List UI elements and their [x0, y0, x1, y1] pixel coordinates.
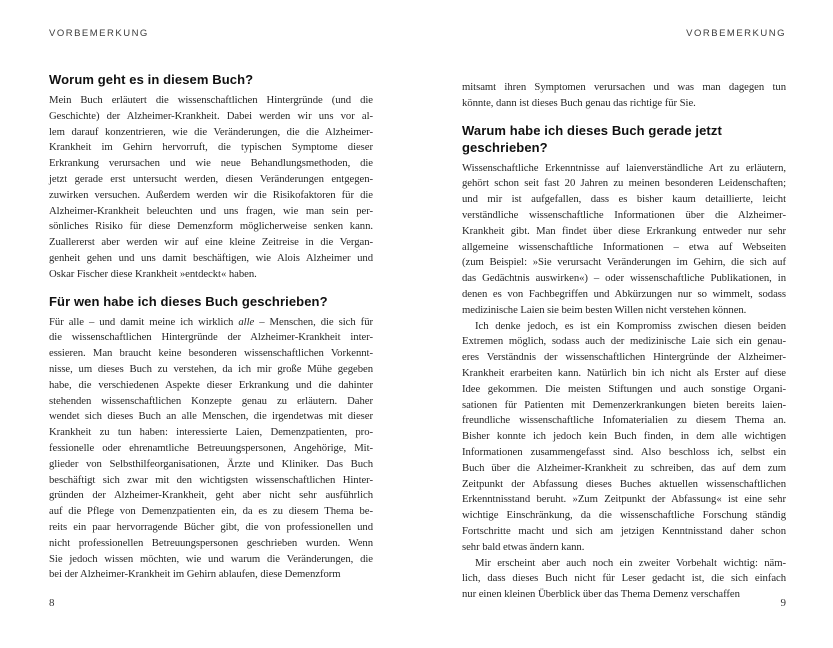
body-line: Krankheit im Gehirn hervorruft, die typischen Symptome dieser: [49, 141, 373, 154]
body-line: nur einen kleinen Überblick über das Thema Demenz verschaffen: [462, 588, 740, 601]
text-run: Für alle – und damit meine ich wirklich: [49, 315, 239, 328]
body-line: sehr bald etwas ändern kann.: [462, 540, 585, 553]
body-line: Krankheit zu tun haben: interessierte Laien, Demenzpatienten, pro-: [49, 426, 373, 439]
body-line: glieder von Selbsthilfeorganisationen, Ärzte und Kliniker. Das Buch: [49, 457, 373, 470]
italic-text-run: alle: [238, 315, 255, 328]
body-line: Erkrankung verursachen und wie neue Behandlungsmethoden, die: [49, 157, 373, 170]
body-paragraph: [462, 80, 786, 112]
body-line: Wissenschaftliche Erkenntnisse auf laienverständliche Art zu erläutern,: [462, 161, 786, 174]
page-right-content: [462, 80, 786, 603]
body-paragraph: [49, 93, 373, 283]
body-line: und mir ist aufgefallen, dass es bisher kaum detaillierte, leicht: [462, 193, 786, 206]
body-line: gehört schon seit fast 20 Jahren zu meinen besonderen Leidenschaften;: [462, 177, 786, 190]
page-left-content: [49, 71, 373, 583]
body-line: allgemeine wissenschaftliche Informationen – etwa auf Webseiten: [462, 240, 786, 253]
body-line: gründen der Alzheimer-Krankheit, geht aber nicht sehr ausführlich: [49, 489, 373, 502]
body-line: Buch über die Alzheimer-Krankheit zu schreiben, das auf dem zum: [462, 461, 786, 474]
body-line: Mein Buch erläutert die wissenschaftlichen Hintergründe (und die: [49, 94, 373, 106]
page-number-left: 8: [49, 597, 55, 609]
body-line: Alzheimer-Krankheit beleuchten und uns fragen, wie man sein per-: [49, 204, 373, 217]
section-heading: Warum habe ich dieses Buch gerade jetzt geschrieben?: [462, 122, 722, 155]
body-line: zuwirken versuchen. Außerdem werden wir die Risikofaktoren für die: [49, 188, 373, 201]
section-heading: Worum geht es in diesem Buch?: [49, 72, 254, 87]
body-paragraph: [49, 315, 373, 584]
body-line: Zeitpunkt der Abfassung dieses Buches aktuellen wissenschaftlichen: [462, 477, 786, 490]
body-line: medizinische Laien sie beim besten Willen nicht verstehen können.: [462, 303, 747, 316]
body-line: bei der Alzheimer-Krankheit im Gehirn ablaufen, diese Demenzform: [49, 568, 341, 581]
body-line: lem darauf konzentrieren, wie die Veränderungen, die die Alzheimer-: [49, 125, 373, 138]
body-line: Idee gekommen. Die meisten Stiftungen und auch sonstige Organi-: [462, 382, 786, 395]
body-line: wichtige Einschränkung, da die wissenschaftliche Forschung ständig: [462, 509, 786, 522]
body-line: Krankheit gibt. Man findet über diese Erkrankung entweder nur sehr: [462, 224, 786, 237]
body-line: eres Verständnis der wissenschaftlichen Hintergründe der Alzheimer-: [462, 351, 786, 364]
body-line: Bisher konnte ich jedoch kein Buch finden, in dem alle wichtigen: [462, 430, 786, 443]
body-line: Extremen möglich, sodass auch der medizinische Laie sich ein genau-: [462, 335, 786, 348]
body-line: wendet sich dieses Buch an alle Menschen, die irgendetwas mit dieser: [49, 410, 373, 423]
body-line: nisse, um dieses Buch zu verstehen, da ich mir große Mühe gegeben: [49, 362, 373, 375]
body-line: sationen für Patienten mit Demenzerkrankungen bieten bereits laien-: [462, 398, 786, 411]
body-paragraph: [462, 556, 786, 603]
body-line: lich, dass dieses Buch nicht für Leser gedacht ist, die sich einfach: [462, 572, 786, 585]
body-line: essieren. Man braucht keine besonderen wissenschaftlichen Vorkennt-: [49, 347, 373, 360]
body-line: sönliches Risiko für diese Demenzform möglicherweise senken kann.: [49, 220, 373, 233]
body-line: denen es von Fachbegriffen und Abkürzungen nur so wimmelt, sodass: [462, 287, 786, 300]
body-line: Informationen zusammengefasst sind. Also beschloss ich, selbst ein: [462, 445, 786, 458]
body-paragraph: [462, 319, 786, 556]
body-line: die wissenschaftlichen Hintergründe der Alzheimer-Krankheit inter-: [49, 331, 373, 344]
body-line: genheit gehen und uns damit beschäftigen, wie Alois Alzheimer und: [49, 251, 373, 264]
body-line: (zum Beispiel: »Sie verursacht Veränderungen im Gehirn, die sich auf: [462, 256, 786, 269]
body-line: Sie jedoch wissen möchten, wie und warum die Veränderungen, die: [49, 552, 373, 565]
body-line: auf die Pflege von Demenzpatienten ein, da es zu diesem Thema be-: [49, 505, 373, 518]
body-line: Krankheit erarbeiten kann. Natürlich bin ich nicht als Erster auf diese: [462, 366, 786, 379]
page-right: [462, 0, 786, 648]
body-line: Geschichte) der Alzheimer-Krankheit. Dabei werden wir uns vor al-: [49, 109, 373, 122]
body-line: freundliche wissenschaftliche Infomaterialien zu diesem Thema an.: [462, 414, 786, 427]
body-line: Mir erscheint aber auch noch ein zweiter Vorbehalt wichtig: näm-: [475, 556, 786, 569]
body-line: Fortschritte macht und sich am jetzigen Kenntnisstand daher schon: [462, 524, 786, 537]
body-line: mitsamt ihren Symptomen verursachen und was man dagegen tun: [462, 81, 786, 93]
body-line: beschäftigt sich zwar mit den wichtigsten wissenschaftlichen Hinter-: [49, 473, 373, 486]
section-heading: Für wen habe ich dieses Buch geschrieben?: [49, 293, 328, 309]
running-header-left: VORBEMERKUNG: [49, 28, 149, 39]
page-left: [49, 0, 373, 648]
body-line: das Gedächtnis auswirken«) – oder wissenschaftliche Publikationen, in: [462, 272, 786, 285]
running-header-right: VORBEMERKUNG: [686, 28, 786, 39]
body-line: könnte, dann ist dieses Buch genau das richtige für Sie.: [462, 96, 696, 109]
body-line: Zuallererst aber werden wir auf eine kleine Zeitreise in die Vergan-: [49, 236, 373, 249]
body-line: Oskar Fischer diese Krankheit »entdeckt« haben.: [49, 267, 257, 280]
body-line: nicht professionellen Betreuungspersonen geschrieben wurden. Wenn: [49, 536, 373, 549]
body-line: habe, die verschiedenen Aspekte dieser Erkrankung und die dahinter: [49, 378, 373, 391]
body-line: jetzt gerade erst untersucht werden, diesen Veränderungen entgegen-: [49, 172, 373, 185]
body-line: [49, 315, 373, 331]
body-line: fessionelle oder ehrenamtliche Betreuungspersonen, Angehörige, Mit-: [49, 441, 373, 454]
page-number-right: 9: [780, 597, 786, 609]
text-run: – Menschen, die sich für: [254, 315, 373, 328]
body-line: Ich denke jedoch, es ist ein Kompromiss zwischen diesen beiden: [475, 319, 786, 332]
body-line: stehenden wissenschaftlichen Konzepte genau zu erläutern. Daher: [49, 394, 373, 407]
body-line: reits ein paar hervorragende Bücher gibt, die von professionellen und: [49, 520, 373, 533]
body-paragraph: [462, 161, 786, 319]
body-line: verständliche wissenschaftliche Informationen über die Alzheimer-: [462, 208, 786, 221]
body-line: Erkenntnisstand beruht. »Zum Zeitpunkt der Abfassung« ist eine sehr: [462, 493, 786, 506]
